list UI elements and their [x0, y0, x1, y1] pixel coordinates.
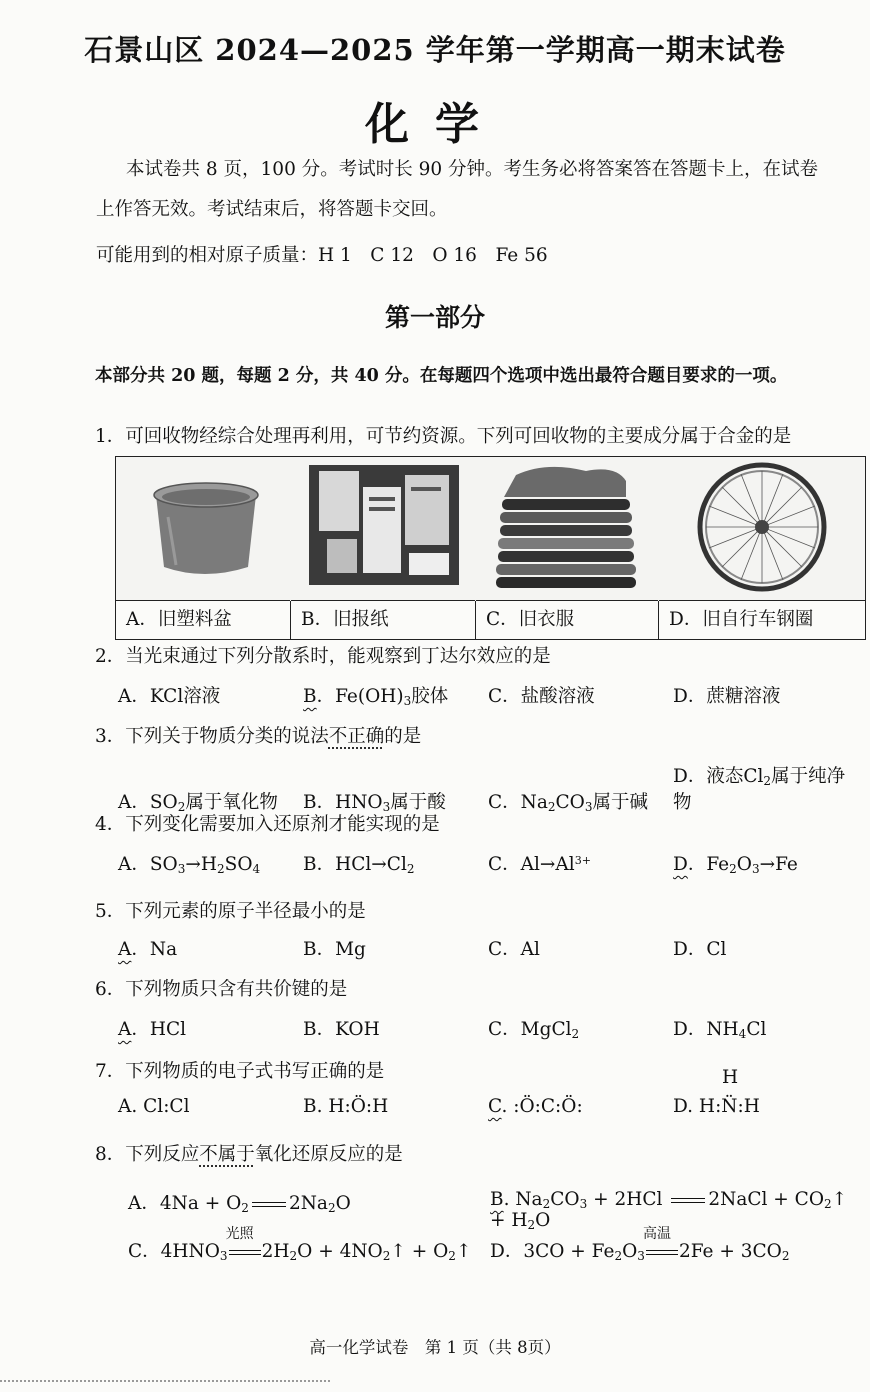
- option-c-label: C．旧衣服: [476, 600, 658, 639]
- q3-option-d: D．液态$Cl_2$属于纯净物: [673, 766, 846, 813]
- question-5-options: [118, 935, 850, 961]
- option-c-cell: [476, 457, 659, 639]
- q3-option-c: C．$Na_2CO_3$属于碱: [488, 792, 649, 814]
- q7-option-a: A. Cl:Cl: [118, 1096, 190, 1117]
- q6-option-c: C．MgCl$_2$: [488, 1019, 580, 1041]
- option-a-label: A．旧塑料盆: [116, 600, 290, 639]
- q4-option-d: D．$Fe_2O_3\to Fe$: [673, 854, 798, 876]
- q3-option-a: A．$SO_2$属于氧化物: [118, 792, 278, 814]
- q4-option-c: C．$Al\to Al^{3+}$: [488, 853, 592, 875]
- option-a-cell: [116, 457, 291, 639]
- q5-option-a: A．Na: [118, 939, 178, 960]
- option-b-cell: [291, 457, 476, 639]
- exam-title: 石景山区 2024—2025 学年第一学期高一期末试卷: [84, 33, 786, 67]
- q2-option-b: B．$Fe(OH)_3$胶体: [303, 686, 449, 708]
- q4-option-a: A．$SO_3\to H_2SO_4$: [118, 854, 261, 876]
- q6-option-d: D．$NH_4Cl$: [673, 1019, 767, 1041]
- question-7-stem: 7．下列物质的电子式书写正确的是: [95, 1061, 385, 1082]
- question-3-stem: 3．下列关于物质分类的说法不正确的是: [95, 726, 422, 747]
- bicycle-rim-image: [659, 457, 865, 601]
- q7-option-b: B. H:Ö:H: [303, 1096, 389, 1117]
- q5-option-b: B．Mg: [303, 939, 366, 960]
- emphasis-not-correct: 不正确: [328, 726, 385, 747]
- part-instruction: 本部分共 20 题，每题 2 分，共 40 分。在每题四个选项中选出最符合题目要求的一项。: [95, 366, 788, 386]
- option-d-cell: [659, 457, 865, 639]
- question-2-stem: 2．当光束通过下列分散系时，能观察到丁达尔效应的是: [95, 646, 551, 667]
- condition-high-temp: 高温: [645, 1241, 679, 1262]
- question-8-options-row2: [128, 1226, 848, 1263]
- q2-option-c: C．盐酸溶液: [488, 686, 595, 707]
- subject-title: 化学: [365, 99, 505, 150]
- q7-d-top-h: H: [722, 1067, 739, 1088]
- question-4-stem: 4．下列变化需要加入还原剂才能实现的是: [95, 814, 440, 835]
- question-1-stem: 1．可回收物经综合处理再利用，可节约资源。下列可回收物的主要成分属于合金的是: [95, 426, 792, 447]
- q7-option-d: D. H:N̈:H: [673, 1096, 760, 1117]
- q8-option-d: D．$3CO + Fe_2O_3$ 高温 $2Fe + 3CO_2$: [490, 1226, 790, 1263]
- question-5-stem: 5．下列元素的原子半径最小的是: [95, 901, 366, 922]
- q2-option-d: D．蔗糖溶液: [673, 686, 781, 707]
- exam-instructions: 本试卷共 8 页，100 分。考试时长 90 分钟。考生务必将答案答在答题卡上，在试卷上作答无效。考试结束后，将答题卡交回。: [96, 159, 819, 220]
- q6-option-a: A．HCl: [118, 1019, 187, 1040]
- clothes-stack-image: [476, 457, 659, 601]
- q8-option-b: B. $Na_2CO_3 + 2HCl$ 2NaCl + $CO_2↑ + H_2O$: [490, 1189, 848, 1232]
- q7-option-c: C. :Ö:C:Ö:: [488, 1096, 583, 1117]
- part-title: 第一部分: [384, 303, 485, 332]
- q6-option-b: B．KOH: [303, 1019, 380, 1040]
- q5-option-c: C．Al: [488, 939, 540, 960]
- question-4-options: [118, 850, 850, 876]
- emphasis-not-belong: 不属于: [199, 1144, 255, 1165]
- question-6-stem: 6．下列物质只含有共价键的是: [95, 979, 348, 1000]
- q8-option-c: C．$4HNO_3$ 光照 $2H_2O$ + $4NO_2↑$ + $O_2↑$: [128, 1226, 472, 1263]
- question-6-options: [118, 1015, 850, 1041]
- scan-edge: [0, 1380, 330, 1384]
- condition-light: 光照: [228, 1241, 262, 1262]
- plastic-basin-image: [116, 457, 291, 601]
- q5-option-d: D．Cl: [673, 939, 727, 960]
- option-b-label: B．旧报纸: [291, 600, 475, 639]
- question-1-table: [115, 456, 866, 640]
- question-3-options: [118, 762, 850, 814]
- atomic-masses: 可能用到的相对原子质量：H 1 C 12 O 16 Fe 56: [96, 245, 548, 266]
- question-2-options: [118, 682, 850, 708]
- equals-sign: [671, 1198, 705, 1203]
- q2-option-a: A．KCl溶液: [118, 686, 221, 707]
- q8-option-a: A．$4Na + O_2$ $2Na_2O$: [128, 1193, 351, 1215]
- equals-sign: [252, 1202, 286, 1207]
- question-7-options: [118, 1096, 850, 1117]
- q4-option-b: B．$HCl\to Cl_2$: [303, 854, 415, 876]
- question-8-stem: 8．下列反应不属于氧化还原反应的是: [95, 1144, 403, 1165]
- newspaper-image: [291, 457, 476, 601]
- option-d-label: D．旧自行车钢圈: [659, 600, 865, 639]
- q3-option-b: B．$HNO_3$属于酸: [303, 792, 446, 814]
- page-footer: 高一化学试卷 第 1 页（共 8页）: [309, 1338, 561, 1357]
